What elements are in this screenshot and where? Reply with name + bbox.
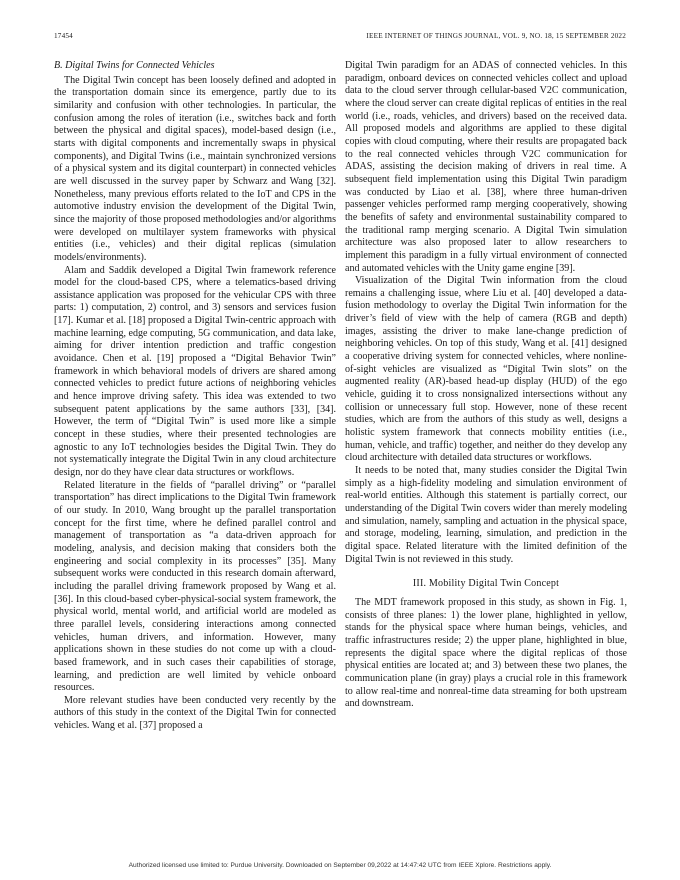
body-paragraph: Digital Twin paradigm for an ADAS of connected vehicles. In this paradigm, onboard devices on connected vehicles collect and upload data to the cloud server through cellular-based V2C communication, where the cloud server can create digital replicas of entities in the real world (i.e., roads, vehicles, and drivers) based on the received data. All proposed models and algorithms are applied to these digital copies with cloud computing, where their results are propagated back to the real connected vehicles through V2C communication for ADAS, assisting the decision making of drivers in real time. A subsequent field implementation using this Digital Twin paradigm was conducted by Liao et al. [38], where three human-driven passenger vehicles performed ramp merging cooperatively, showing the benefits of safety and environmental sustainability compared to the traditional ramp merging scenario. A Digital Twin simulation architecture was also proposed later to allow researchers to implement this paradigm in a fully virtual environment of connected and automated vehicles with the Unity game engine [39]. [345, 60, 627, 274]
body-paragraph: The Digital Twin concept has been loosely defined and adopted in the transportation domain since its emergence, partly due to its similarity and confusion with other technologies. In particular, the confusion among the roles of iteration (i.e., switches back and forth between the physical and digital spaces), model-based design (i.e., starts with digital components and incrementally swaps in physical components), and Digital Twins (i.e., maintain synchronized versions of a physical system and its digital counterpart) in connected vehicles are well discussed in the survey paper by Schwarz and Wang [32]. Nonetheless, many previous efforts related to the IoT and CPS in the automotive industry envision the development of the Digital Twin, since the majority of those proposed methodologies and/or algorithms were developed on multilayer system frameworks with physical entities (i.e., vehicles) and their digital replicas (simulation models/environments). [54, 74, 336, 263]
body-paragraph: The MDT framework proposed in this study, as shown in Fig. 1, consists of three planes: 1) the lower plane, highlighted in yellow, stands for the physical space where human beings, vehicles, and traffic infrastructures reside; 2) the upper plane, highlighted in blue, represents the digital space where the digital replicas of those physical entities are located at; and 3) between these two planes, the communication plane (in gray) plays a crucial role in this framework to allow real-time and nonreal-time data streaming for both upstream and downstream. [345, 596, 627, 710]
body-paragraph: More relevant studies have been conducted very recently by the authors of this study in the context of the Digital Twin for connected vehicles. Wang et al. [37] proposed a [54, 694, 336, 732]
subsection-title: B. Digital Twins for Connected Vehicles [54, 60, 215, 71]
body-paragraph: Related literature in the fields of “parallel driving” or “parallel transportation” has direct implications to the Digital Twin framework of our study. In 2010, Wang brought up the parallel transportation concept for the first time, where he defined parallel control and management of transportation as “a data-driven approach for modeling, analysis, and decision making that considers both the engineering and social complexity in its processes” [35]. Many subsequent works were conducted in this research domain afterward, including the parallel driving framework proposed by Wang et al. [36]. In this cloud-based cyber-physical-social system framework, the physical world, mental world, and artificial world are modeled as three parallel levels, considering interactions among connected vehicles, human drivers, and information. However, many applications shown in these studies do not come up with a cloud-based framework, and in such cases their capabilities of storage, learning, and prediction are well limited by vehicle onboard resources. [54, 479, 336, 694]
running-head: IEEE INTERNET OF THINGS JOURNAL, VOL. 9, NO. 18, 15 SEPTEMBER 2022 [366, 32, 626, 40]
body-paragraph: Visualization of the Digital Twin information from the cloud remains a challenging issue, where Liu et al. [40] developed a data-fusion methodology to overlay the Digital Twin information for the driver’s field of view with the help of camera (RGB and depth) images, assisting the driver to make lane-change prediction of neighboring vehicles. On top of this study, Wang et al. [41] designed a cooperative driving system for connected vehicles, where nonline-of-sight vehicles are visualized as “Digital Twin slots” on the augmented reality (AR)-based head-up display (HUD) of the ego vehicle, guiding it to cross nonsignalized intersections without any collision or unnecessary full stop. However, none of these recent studies, which are from the authors of this study as well, designs a holistic system framework that connects mobility entities (i.e., human, vehicle, and traffic) together, and neither do they develop any cloud architecture with detailed data structures or workflows. [345, 275, 627, 464]
body-paragraph: Alam and Saddik developed a Digital Twin framework reference model for the cloud-based CPS, where a telematics-based driving assistance application was proposed for the vehicular CPS with three parts: 1) computation, 2) control, and 3) sensors and services fusion [17]. Kumar et al. [18] proposed a Digital Twin-centric approach with machine learning, edge computing, 5G communication, and data lake, aiming for driver intention prediction and traffic congestion avoidance. Chen et al. [19] proposed a “Digital Behavior Twin” framework in which behavioral models of drivers are shared among connected vehicles to predict future actions of neighboring vehicles and hence improve driving safety. This idea was extended to two subsequent patent applications by the same authors [33], [34]. However, the term of “Digital Twin” is used more like a simple concept in these studies, where their presented technologies are agnostic to any IoT technologies besides the Digital Twin. They do not systematically integrate the Digital Twin in any cloud architecture design, nor do they have clear data structures or workflows. [54, 264, 336, 478]
page-number: 17454 [54, 32, 73, 40]
left-column [54, 60, 336, 733]
license-footer: Authorized licensed use limited to: Purdue University. Downloaded on September 09,2022 at 14:47:42 UTC from IEEE Xplore. Restrictions apply. [128, 862, 552, 869]
body-paragraph: It needs to be noted that, many studies consider the Digital Twin simply as a high-fidelity modeling and simulation environment of real-world entities. Although this statement is partially correct, our understanding of the Digital Twin covers wider than merely modeling and simulation, namely, sampling and actuation in the physical space, and storage, modeling, learning, simulation, and prediction in the digital space. Related literature with the limited definition of the Digital Twin is not reviewed in this study. [345, 465, 627, 565]
right-column [345, 60, 627, 711]
section-title: III. Mobility Digital Twin Concept [412, 578, 560, 590]
